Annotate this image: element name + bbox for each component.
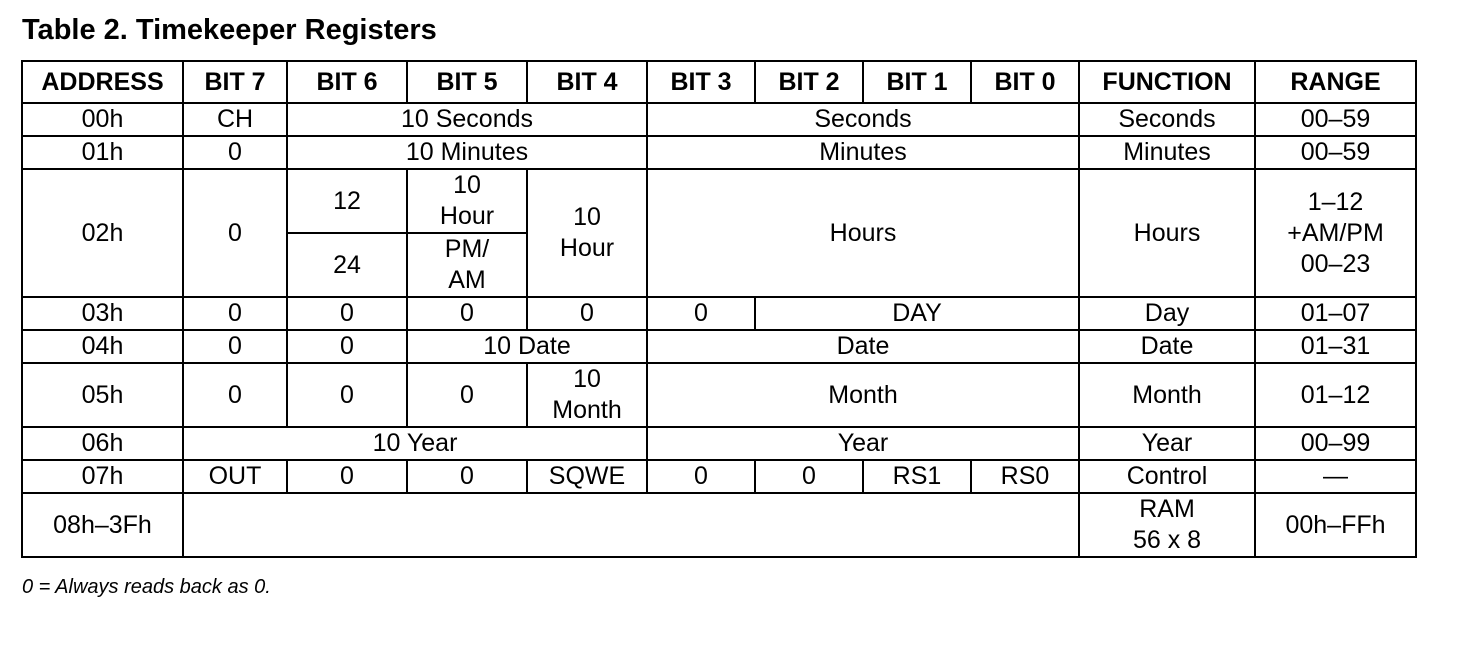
bit5-cell: 0 bbox=[407, 297, 527, 330]
timekeeper-registers-table bbox=[21, 60, 1417, 558]
table-row bbox=[22, 103, 1416, 136]
bit6-cell: 0 bbox=[287, 460, 407, 493]
bits6-4-cell: 10 Minutes bbox=[287, 136, 647, 169]
bit5-cell: 0 bbox=[407, 363, 527, 427]
bit4-10hour-cell bbox=[527, 169, 647, 297]
bit3-cell: 0 bbox=[647, 460, 755, 493]
table-row bbox=[22, 330, 1416, 363]
range-cell: 00–99 bbox=[1255, 427, 1416, 460]
table-row bbox=[22, 297, 1416, 330]
range-cell: 01–31 bbox=[1255, 330, 1416, 363]
bits2-0-cell: DAY bbox=[755, 297, 1079, 330]
bits7-4-cell: 10 Year bbox=[183, 427, 647, 460]
table-row bbox=[22, 136, 1416, 169]
range-cell bbox=[1255, 169, 1416, 297]
function-line1: RAM bbox=[1139, 495, 1195, 523]
function-line2: 56 x 8 bbox=[1132, 526, 1202, 554]
range-line3: 00–23 bbox=[1300, 249, 1371, 278]
bit0-cell: RS0 bbox=[971, 460, 1079, 493]
bit6-cell: 0 bbox=[287, 330, 407, 363]
header-bit3: BIT 3 bbox=[647, 61, 755, 103]
bits5-4-cell: 10 Date bbox=[407, 330, 647, 363]
bit5-pmam-line1: PM/ bbox=[444, 235, 490, 263]
header-row bbox=[22, 61, 1416, 103]
address-cell: 02h bbox=[22, 169, 183, 297]
table-row bbox=[22, 169, 1416, 233]
header-bit7: BIT 7 bbox=[183, 61, 287, 103]
bit5-cell: 0 bbox=[407, 460, 527, 493]
table-row bbox=[22, 460, 1416, 493]
bit6-12-cell: 12 bbox=[287, 169, 407, 233]
bit2-cell: 0 bbox=[755, 460, 863, 493]
function-cell: Year bbox=[1079, 427, 1255, 460]
range-line1: 1–12 bbox=[1307, 187, 1364, 216]
bit7-cell: 0 bbox=[183, 169, 287, 297]
bit5-10hour-line2: Hour bbox=[439, 202, 495, 230]
bit5-pmam-line2: AM bbox=[448, 266, 486, 294]
function-cell: Minutes bbox=[1079, 136, 1255, 169]
address-cell: 06h bbox=[22, 427, 183, 460]
bit5-10hour-line1: 10 bbox=[453, 171, 481, 199]
bit4-line2: Hour bbox=[559, 234, 615, 262]
bit7-cell: OUT bbox=[183, 460, 287, 493]
header-bit0: BIT 0 bbox=[971, 61, 1079, 103]
function-cell: Seconds bbox=[1079, 103, 1255, 136]
range-cell: 00–59 bbox=[1255, 136, 1416, 169]
bit4-line1: 10 bbox=[573, 203, 601, 231]
range-line2: +AM/PM bbox=[1287, 218, 1384, 247]
bits3-0-cell: Seconds bbox=[647, 103, 1079, 136]
function-cell: Control bbox=[1079, 460, 1255, 493]
header-bit1: BIT 1 bbox=[863, 61, 971, 103]
bit4-cell: 0 bbox=[527, 297, 647, 330]
bit4-line1: 10 bbox=[573, 365, 601, 393]
bit6-cell: 0 bbox=[287, 363, 407, 427]
header-range: RANGE bbox=[1255, 61, 1416, 103]
table-title: Table 2. Timekeeper Registers bbox=[22, 14, 437, 46]
bit4-cell bbox=[527, 363, 647, 427]
table-row bbox=[22, 493, 1416, 557]
header-bit2: BIT 2 bbox=[755, 61, 863, 103]
bit7-cell: 0 bbox=[183, 363, 287, 427]
header-address: ADDRESS bbox=[22, 61, 183, 103]
bit5-10hour-cell bbox=[407, 169, 527, 233]
bits6-4-cell: 10 Seconds bbox=[287, 103, 647, 136]
range-cell: 00h–FFh bbox=[1255, 493, 1416, 557]
bits3-0-cell: Date bbox=[647, 330, 1079, 363]
function-cell: Hours bbox=[1079, 169, 1255, 297]
address-cell: 01h bbox=[22, 136, 183, 169]
bits3-0-cell: Year bbox=[647, 427, 1079, 460]
address-cell: 03h bbox=[22, 297, 183, 330]
bits3-0-cell: Month bbox=[647, 363, 1079, 427]
address-cell: 00h bbox=[22, 103, 183, 136]
range-cell: 00–59 bbox=[1255, 103, 1416, 136]
header-bit4: BIT 4 bbox=[527, 61, 647, 103]
function-cell: Day bbox=[1079, 297, 1255, 330]
bit5-pmam-cell bbox=[407, 233, 527, 297]
address-cell: 04h bbox=[22, 330, 183, 363]
bit3-cell: 0 bbox=[647, 297, 755, 330]
header-bit6: BIT 6 bbox=[287, 61, 407, 103]
bit6-24-cell: 24 bbox=[287, 233, 407, 297]
header-bit5: BIT 5 bbox=[407, 61, 527, 103]
bit1-cell: RS1 bbox=[863, 460, 971, 493]
table-footnote: 0 = Always reads back as 0. bbox=[22, 576, 271, 598]
bit4-cell: SQWE bbox=[527, 460, 647, 493]
table-row bbox=[22, 427, 1416, 460]
bit7-cell: 0 bbox=[183, 136, 287, 169]
range-cell: — bbox=[1255, 460, 1416, 493]
function-cell bbox=[1079, 493, 1255, 557]
function-cell: Month bbox=[1079, 363, 1255, 427]
bits3-0-cell: Minutes bbox=[647, 136, 1079, 169]
function-cell: Date bbox=[1079, 330, 1255, 363]
header-function: FUNCTION bbox=[1079, 61, 1255, 103]
range-cell: 01–07 bbox=[1255, 297, 1416, 330]
address-cell: 08h–3Fh bbox=[22, 493, 183, 557]
bit7-cell: 0 bbox=[183, 297, 287, 330]
bit7-cell: CH bbox=[183, 103, 287, 136]
table-row bbox=[22, 363, 1416, 427]
bit7-cell: 0 bbox=[183, 330, 287, 363]
address-cell: 05h bbox=[22, 363, 183, 427]
bits7-0-cell bbox=[183, 493, 1079, 557]
range-cell: 01–12 bbox=[1255, 363, 1416, 427]
bits3-0-cell: Hours bbox=[647, 169, 1079, 297]
bit6-cell: 0 bbox=[287, 297, 407, 330]
address-cell: 07h bbox=[22, 460, 183, 493]
bit4-line2: Month bbox=[552, 396, 622, 424]
